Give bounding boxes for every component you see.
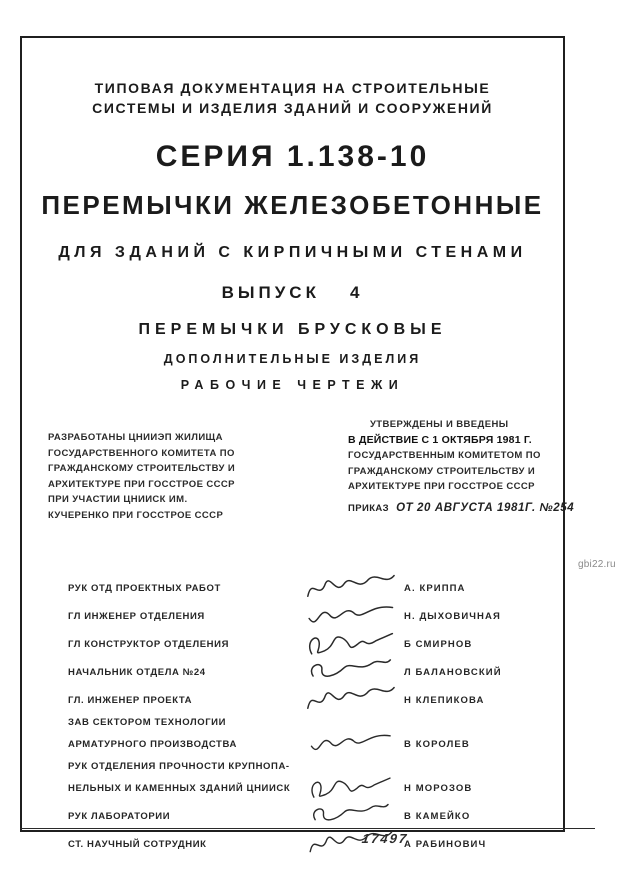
series-number: СЕРИЯ 1.138-10 (155, 140, 430, 173)
signatory-role (68, 634, 296, 656)
signatory-name: Н КЛЕПИКОВА (404, 695, 485, 706)
header-line-2: СИСТЕМЫ И ИЗДЕЛИЯ ЗДАНИЙ И СООРУЖЕНИЙ (92, 100, 493, 116)
signatory-role (68, 606, 296, 628)
developed-by-line: РАЗРАБОТАНЫ ЦНИИЭП ЖИЛИЩА (48, 432, 223, 443)
issue-label: ВЫПУСК (221, 283, 320, 302)
signatory-role (68, 578, 296, 600)
document-type-header (22, 78, 563, 118)
signatory-name: Л БАЛАНОВСКИЙ (404, 667, 502, 678)
developed-by-line: АРХИТЕКТУРЕ ПРИ ГОССТРОЕ СССР (48, 478, 235, 490)
order-handwritten-value: ОТ 20 АВГУСТА 1981Г. №254 (396, 502, 575, 514)
signatory-name: В КАМЕЙКО (404, 811, 471, 822)
signatory-name: Н МОРОЗОВ (404, 783, 473, 794)
signatory-role-line: НЕЛЬНЫХ И КАМЕННЫХ ЗДАНИЙ ЦНИИСК (68, 783, 291, 794)
signatory-role (68, 712, 296, 756)
developed-by-line: КУЧЕРЕНКО ПРИ ГОССТРОЕ СССР (48, 509, 224, 521)
signatory-role-line: ГЛ КОНСТРУКТОР ОТДЕЛЕНИЯ (68, 639, 229, 650)
signatory-role (68, 834, 296, 856)
approved-by-line: АРХИТЕКТУРЕ ПРИ ГОССТРОЕ СССР (348, 481, 535, 492)
issue-number: 4 (349, 283, 364, 302)
signatory-role (68, 806, 296, 828)
signature-cell (296, 728, 404, 756)
signatory-row (68, 756, 557, 800)
signatory-row (68, 656, 557, 684)
developed-by-line: ПРИ УЧАСТИИ ЦНИИСК ИМ. (48, 494, 188, 505)
main-subtitle: ДЛЯ ЗДАНИЙ С КИРПИЧНЫМИ СТЕНАМИ (58, 244, 527, 261)
approved-by-line: ГОСУДАРСТВЕННЫМ КОМИТЕТОМ ПО (348, 450, 541, 461)
order-prefix: ПРИКАЗ (348, 503, 390, 514)
signatory-name: В КОРОЛЕВ (404, 739, 470, 750)
signatory-row (68, 600, 557, 628)
signature-scribble (305, 724, 395, 760)
developed-by-line: ГОСУДАРСТВЕННОГО КОМИТЕТА ПО (48, 447, 235, 459)
section-title: ПЕРЕМЫЧКИ БРУСКОВЫЕ (138, 321, 447, 338)
signatory-role (68, 756, 296, 800)
signature-cell (296, 684, 404, 712)
document-kind: РАБОЧИЕ ЧЕРТЕЖИ (180, 378, 405, 392)
signatory-row (68, 800, 557, 828)
signatory-row (68, 828, 557, 856)
approved-by-line: ГРАЖДАНСКОМУ СТРОИТЕЛЬСТВУ И (348, 465, 536, 477)
approved-by-line: УТВЕРЖДЕНЫ И ВВЕДЕНЫ (370, 419, 509, 430)
signatory-name: Б СМИРНОВ (404, 639, 473, 650)
signatory-name: А. КРИППА (404, 583, 466, 594)
stamp-number: 17497 (360, 831, 410, 846)
bottom-rule (20, 828, 595, 829)
site-watermark: gbi22.ru (578, 559, 616, 570)
signatory-role-line: ГЛ ИНЖЕНЕР ОТДЕЛЕНИЯ (68, 611, 205, 622)
signatory-row (68, 684, 557, 712)
developed-by-block (48, 430, 248, 523)
approved-by-block (348, 417, 560, 495)
developed-by-line: ГРАЖДАНСКОМУ СТРОИТЕЛЬСТВУ И (48, 463, 236, 474)
signatory-role (68, 690, 296, 712)
signatory-role-line: СТ. НАУЧНЫЙ СОТРУДНИК (68, 839, 207, 850)
signatory-row (68, 712, 557, 756)
section-subtitle: ДОПОЛНИТЕЛЬНЫЕ ИЗДЕЛИЯ (163, 352, 422, 366)
main-title: ПЕРЕМЫЧКИ ЖЕЛЕЗОБЕТОННЫЕ (41, 190, 544, 220)
order-line (348, 502, 574, 514)
signatories-list (68, 572, 557, 856)
signatory-role-line: РУК ЛАБОРАТОРИИ (68, 811, 171, 822)
header-line-1: ТИПОВАЯ ДОКУМЕНТАЦИЯ НА СТРОИТЕЛЬНЫЕ (94, 80, 491, 96)
signatory-role-line: РУК ОТДЕЛЕНИЯ ПРОЧНОСТИ КРУПНОПА- (68, 761, 290, 772)
signatory-role-line: АРМАТУРНОГО ПРОИЗВОДСТВА (68, 739, 237, 750)
signatory-name: А РАБИНОВИЧ (404, 839, 487, 850)
approved-by-line: В ДЕЙСТВИЕ С 1 ОКТЯБРЯ 1981 Г. (348, 433, 532, 446)
signatory-name: Н. ДЫХОВИЧНАЯ (404, 611, 501, 622)
signatory-role-line: РУК ОТД ПРОЕКТНЫХ РАБОТ (68, 583, 221, 594)
signatory-role-line: ГЛ. ИНЖЕНЕР ПРОЕКТА (68, 695, 193, 706)
signatory-row (68, 628, 557, 656)
issue-line (22, 283, 563, 303)
signatory-role-line: НАЧАЛЬНИК ОТДЕЛА №24 (68, 667, 206, 678)
signatory-row (68, 572, 557, 600)
signatory-role-line: ЗАВ СЕКТОРОМ ТЕХНОЛОГИИ (68, 717, 227, 728)
signatory-role (68, 662, 296, 684)
